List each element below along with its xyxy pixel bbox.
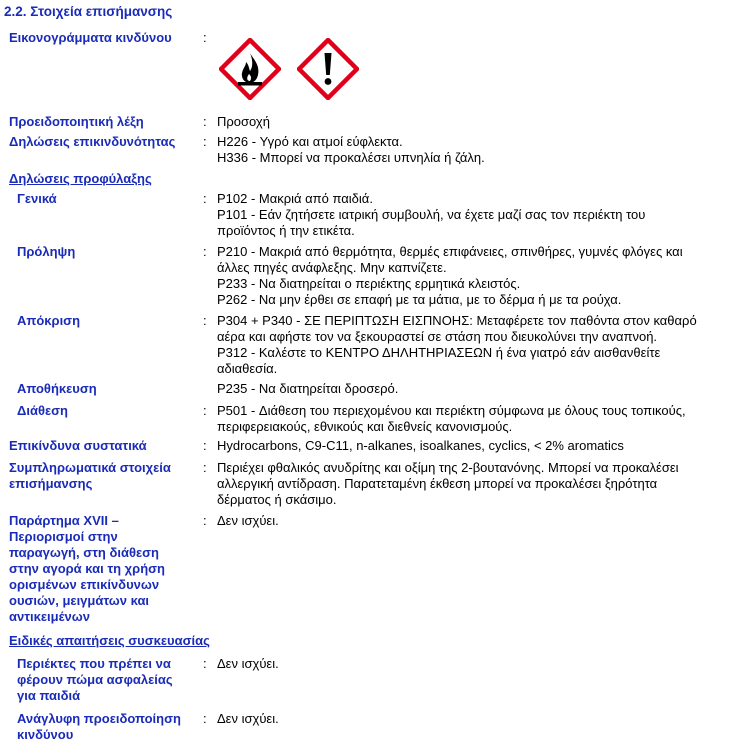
text-line: άλλες πηγές ανάφλεξης. Μην καπνίζετε.: [217, 260, 447, 275]
label-line: ορισμένων επικίνδυνων: [9, 577, 160, 592]
label-line: Ανάγλυφη προειδοποίηση: [17, 711, 181, 726]
child-resistant-value: [217, 656, 737, 672]
annex-xvii-label: [9, 513, 165, 625]
text-line: P304 + P340 - ΣΕ ΠΕΡΙΠΤΩΣΗ ΕΙΣΠΝΟΗΣ: Μεταφέρετε τον παθόντα στον καθαρό: [217, 313, 697, 328]
text-line: P501 - Διάθεση του περιεχομένου και περιέκτη σύμφωνα με όλους τους τοπικούς,: [217, 403, 686, 418]
text-line: H336 - Μπορεί να προκαλέσει υπνηλία ή ζάλη.: [217, 150, 485, 165]
text-line: Προσοχή: [217, 114, 270, 129]
text-line: αλλεργική αντίδραση. Παρατεταμένη έκθεση μπορεί να προκαλέσει ξηρότητα: [217, 476, 658, 491]
text-line: αέρα και αφήστε τον να ξεκουραστεί σε στάση που διευκολύνει την αναπνοή.: [217, 329, 658, 344]
pictograms-label: Εικονογράμματα κινδύνου: [9, 30, 172, 45]
signal-word-value: [217, 114, 737, 130]
child-resistant-label: [17, 656, 173, 704]
text-line: Δεν ισχύει.: [217, 513, 279, 528]
text-line: Περιέχει φθαλικός ανυδρίτης και οξίμη της 2-βουτανόνης. Μπορεί να προκαλέσει: [217, 460, 679, 475]
section-title: 2.2. Στοιχεία επισήμανσης: [4, 4, 173, 19]
storage-value: [217, 381, 737, 397]
colon: :: [203, 513, 207, 528]
flame-icon: [219, 38, 281, 103]
prevention-value: [217, 244, 737, 308]
text-line: P101 - Εάν ζητήσετε ιατρική συμβουλή, να έχετε μαζί σας τον περιέκτη του: [217, 207, 646, 222]
response-label: Απόκριση: [17, 313, 81, 328]
label-line: στην αγορά και τη χρήση: [9, 561, 165, 576]
disposal-label: Διάθεση: [17, 403, 68, 418]
colon: :: [203, 134, 207, 149]
general-value: [217, 191, 737, 239]
response-value: [217, 313, 737, 377]
colon: :: [203, 114, 207, 129]
text-line: Δεν ισχύει.: [217, 656, 279, 671]
hazardous-components-value: [217, 438, 737, 454]
colon: :: [203, 460, 207, 475]
packaging-requirements-heading: Ειδικές απαιτήσεις συσκευασίας: [9, 633, 210, 648]
colon: :: [203, 313, 207, 328]
label-line: φέρουν πώμα ασφαλείας: [17, 672, 173, 687]
text-line: P102 - Μακριά από παιδιά.: [217, 191, 373, 206]
label-line: Περιορισμοί στην: [9, 529, 118, 544]
hazard-statements-value: [217, 134, 737, 166]
text-line: P235 - Να διατηρείται δροσερό.: [217, 381, 399, 396]
label-line: επισήμανσης: [9, 476, 93, 491]
supplementary-label: [9, 460, 171, 492]
text-line: P233 - Να διατηρείται ο περιέκτης ερμητικά κλειστός.: [217, 276, 521, 291]
text-line: Δεν ισχύει.: [217, 711, 279, 726]
text-line: H226 - Υγρό και ατμοί εύφλεκτα.: [217, 134, 403, 149]
label-line: ουσιών, μειγμάτων και: [9, 593, 150, 608]
label-line: Συμπληρωματικά στοιχεία: [9, 460, 171, 475]
exclamation-mark-icon: [297, 38, 359, 103]
text-line: δέρματος ή σκάσιμο.: [217, 492, 337, 507]
text-line: Hydrocarbons, C9-C11, n-alkanes, isoalkanes, cyclics, < 2% aromatics: [217, 438, 624, 453]
supplementary-value: [217, 460, 737, 508]
label-line: αντικειμένων: [9, 609, 90, 624]
colon: :: [203, 244, 207, 259]
text-line: προϊόντος ή την ετικέτα.: [217, 223, 355, 238]
colon: :: [203, 403, 207, 418]
colon: :: [203, 30, 207, 45]
annex-xvii-value: [217, 513, 737, 529]
colon: :: [203, 438, 207, 453]
text-line: P210 - Μακριά από θερμότητα, θερμές επιφάνειες, σπινθήρες, γυμνές φλόγες και: [217, 244, 683, 259]
general-label: Γενικά: [17, 191, 57, 206]
hazardous-components-label: Επικίνδυνα συστατικά: [9, 438, 147, 453]
tactile-warning-label: [17, 711, 181, 743]
colon: :: [203, 711, 207, 726]
colon: :: [203, 656, 207, 671]
text-line: περιφερειακούς, εθνικούς και διεθνείς κανονισμούς.: [217, 419, 513, 434]
signal-word-label: Προειδοποιητική λέξη: [9, 114, 144, 129]
hazard-statements-label: Δηλώσεις επικινδυνότητας: [9, 134, 176, 149]
label-line: κινδύνου: [17, 727, 74, 742]
tactile-warning-value: [217, 711, 737, 727]
label-line: Παράρτημα XVII –: [9, 513, 119, 528]
label-line: για παιδιά: [17, 688, 81, 703]
text-line: P312 - Καλέστε το ΚΕΝΤΡΟ ΔΗΛΗΤΗΡΙΑΣΕΩΝ ή ένα γιατρό εάν αισθανθείτε: [217, 345, 661, 360]
prevention-label: Πρόληψη: [17, 244, 76, 259]
text-line: αδιαθεσία.: [217, 361, 278, 376]
label-line: Περιέκτες που πρέπει να: [17, 656, 171, 671]
label-line: παραγωγή, στη διάθεση: [9, 545, 159, 560]
text-line: P262 - Να μην έρθει σε επαφή με τα μάτια, με το δέρμα ή με τα ρούχα.: [217, 292, 622, 307]
disposal-value: [217, 403, 737, 435]
precautionary-statements-heading: Δηλώσεις προφύλαξης: [9, 171, 152, 186]
colon: :: [203, 191, 207, 206]
storage-label: Αποθήκευση: [17, 381, 97, 396]
